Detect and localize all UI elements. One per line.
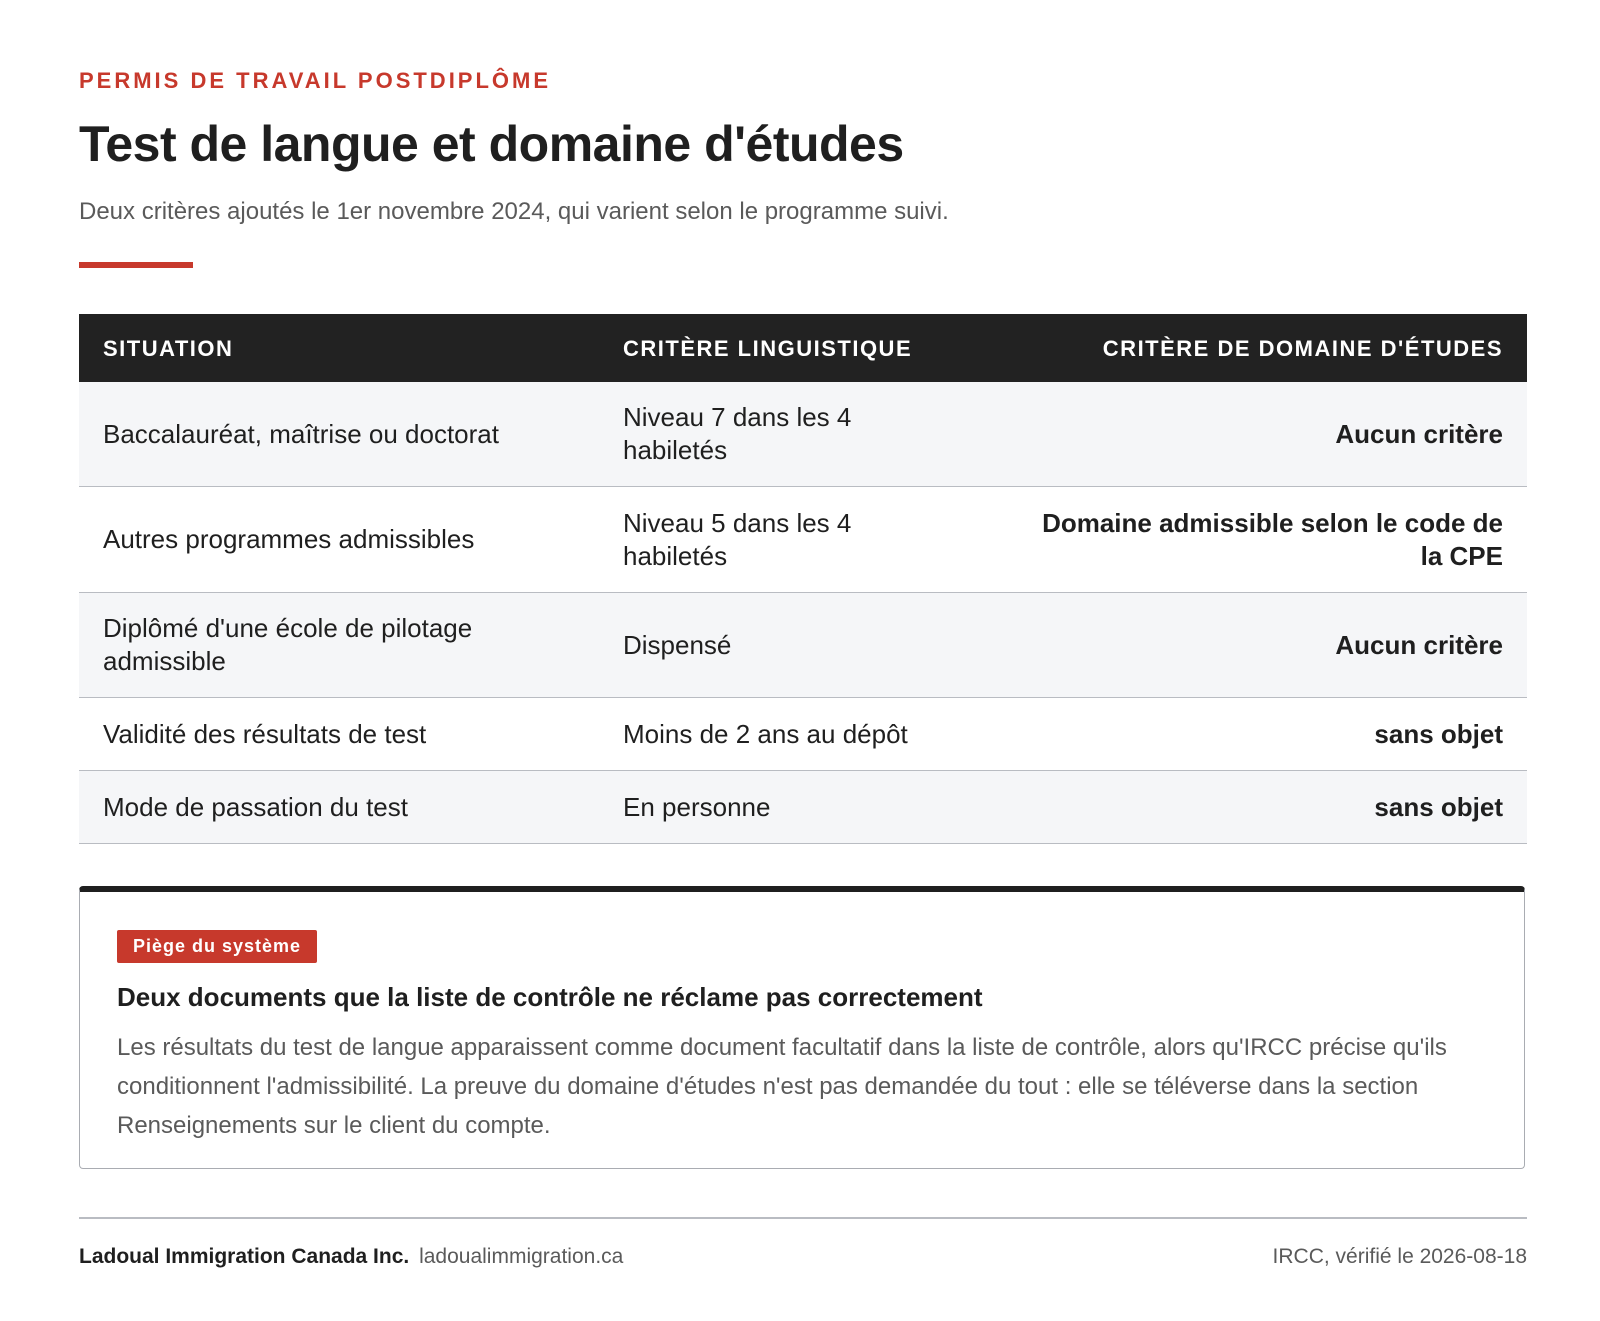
table-row [79,698,1527,771]
cell-situation [103,487,583,592]
cell-field-of-study [983,698,1503,770]
footer-source: IRCC, vérifié le 2026-08-18 [1272,1245,1527,1268]
table-row [79,487,1527,593]
cell-language [623,487,903,592]
warning-callout [79,886,1525,1169]
cell-language [623,382,903,486]
cell-situation [103,698,583,770]
cell-text: Validité des résultats de test [103,718,427,749]
cell-field-of-study [983,593,1503,697]
table-header-row [79,314,1527,382]
cell-text: Aucun critère [1335,629,1503,660]
cell-language [623,593,903,697]
callout-body: Les résultats du test de langue apparaissent comme document facultatif dans la liste de contrôle, alors qu'IRCC précise qu'ils conditionnent l'admissibilité. La preuve du domaine d'études n'est pas demandée du tout : elle se téléverse dans la section Renseignements sur le client du compte. [117,1034,1447,1139]
cell-field-of-study [1023,487,1503,592]
cell-text: Niveau 5 dans les 4 habiletés [623,507,852,571]
criteria-table [79,314,1527,844]
cell-text: sans objet [1374,791,1503,822]
column-header-field-of-study: CRITÈRE DE DOMAINE D'ÉTUDES [1102,336,1503,361]
cell-text: Mode de passation du test [103,791,408,822]
cell-text: Baccalauréat, maîtrise ou doctorat [103,418,499,449]
eyebrow-label: PERMIS DE TRAVAIL POSTDIPLÔME [79,68,552,93]
cell-text: sans objet [1374,718,1503,749]
cell-text: Diplômé d'une école de pilotage admissible [103,613,473,676]
table-row [79,593,1527,698]
page-subtitle: Deux critères ajoutés le 1er novembre 2024, qui varient selon le programme suivi. [79,198,949,225]
cell-text: Niveau 7 dans les 4 habiletés [623,402,852,465]
cell-language [623,771,923,843]
footer-divider [79,1217,1527,1219]
cell-text: Dispensé [623,629,732,660]
page-title: Test de langue et domaine d'études [79,116,904,172]
table-row [79,771,1527,844]
cell-field-of-study [983,382,1503,486]
cell-text: En personne [623,791,771,822]
cell-situation [103,382,583,486]
warning-badge: Piège du système [117,930,317,963]
cell-text: Moins de 2 ans au dépôt [623,718,908,749]
cell-text: Aucun critère [1335,418,1503,449]
cell-language [623,698,923,770]
cell-situation [103,593,523,697]
cell-text: Autres programmes admissibles [103,524,475,554]
table-body [79,382,1527,844]
cell-situation [103,771,583,843]
accent-divider [79,262,193,268]
cell-field-of-study [983,771,1503,843]
column-header-language: CRITÈRE LINGUISTIQUE [623,336,913,361]
footer-url: ladoualimmigration.ca [419,1245,624,1268]
table-row [79,382,1527,487]
callout-title: Deux documents que la liste de contrôle ne réclame pas correctement [117,982,983,1012]
footer-brand: Ladoual Immigration Canada Inc. [79,1245,410,1268]
column-header-situation: SITUATION [103,336,234,361]
footer-credit [79,1245,623,1269]
cell-text: Domaine admissible selon le code de la CPE [1042,507,1503,571]
